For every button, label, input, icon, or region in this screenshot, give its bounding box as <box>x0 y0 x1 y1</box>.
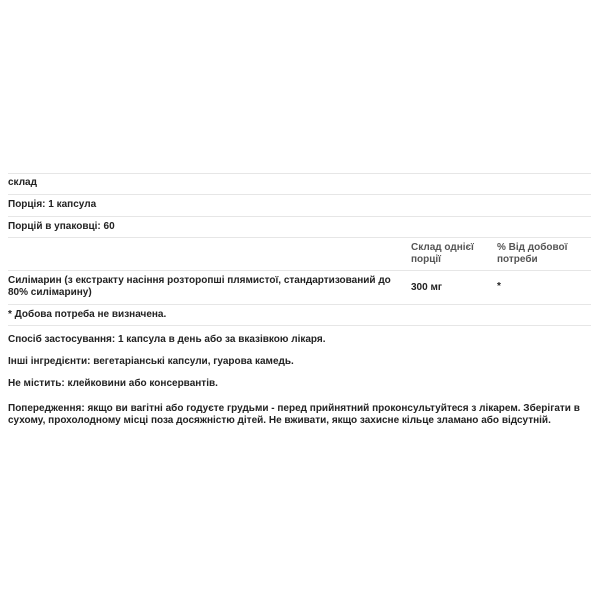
table-title: склад <box>8 177 37 188</box>
header-daily-value: % Від добової потреби <box>497 242 568 265</box>
ingredient-amount: 300 мг <box>411 282 443 293</box>
servings-per-container: Порцій в упаковці: 60 <box>8 221 115 232</box>
divider <box>8 237 591 238</box>
other-ingredients-text: Інші інгредієнти: вегетаріанські капсули, гуарова камедь. <box>8 356 294 367</box>
footnote: * Добова потреба не визначена. <box>8 309 167 320</box>
ingredient-daily-value: * <box>497 281 501 292</box>
divider <box>8 216 591 217</box>
ingredient-name: Силімарин (з екстракту насіння розторопші плямистої, стандартизований до 80% силімарину) <box>8 275 391 298</box>
divider <box>8 194 591 195</box>
divider <box>8 304 591 305</box>
warning-text: Попередження: якщо ви вагітні або годуєте грудьми - перед прийнятний проконсультуйтеся з лікарем. Зберігати в сухому, прохолодному місці поза досяжністю дітей. Не вживати, якщо захисне кільце зламано або відсутній. <box>8 403 580 426</box>
serving-size: Порція: 1 капсула <box>8 199 97 210</box>
free-of-text: Не містить: клейковини або консервантів. <box>8 378 218 389</box>
usage-text: Спосіб застосування: 1 капсула в день або за вказівкою лікаря. <box>8 334 326 345</box>
header-amount: Склад однієї порції <box>411 242 474 265</box>
divider <box>8 173 591 174</box>
divider <box>8 270 591 271</box>
divider <box>8 325 591 326</box>
